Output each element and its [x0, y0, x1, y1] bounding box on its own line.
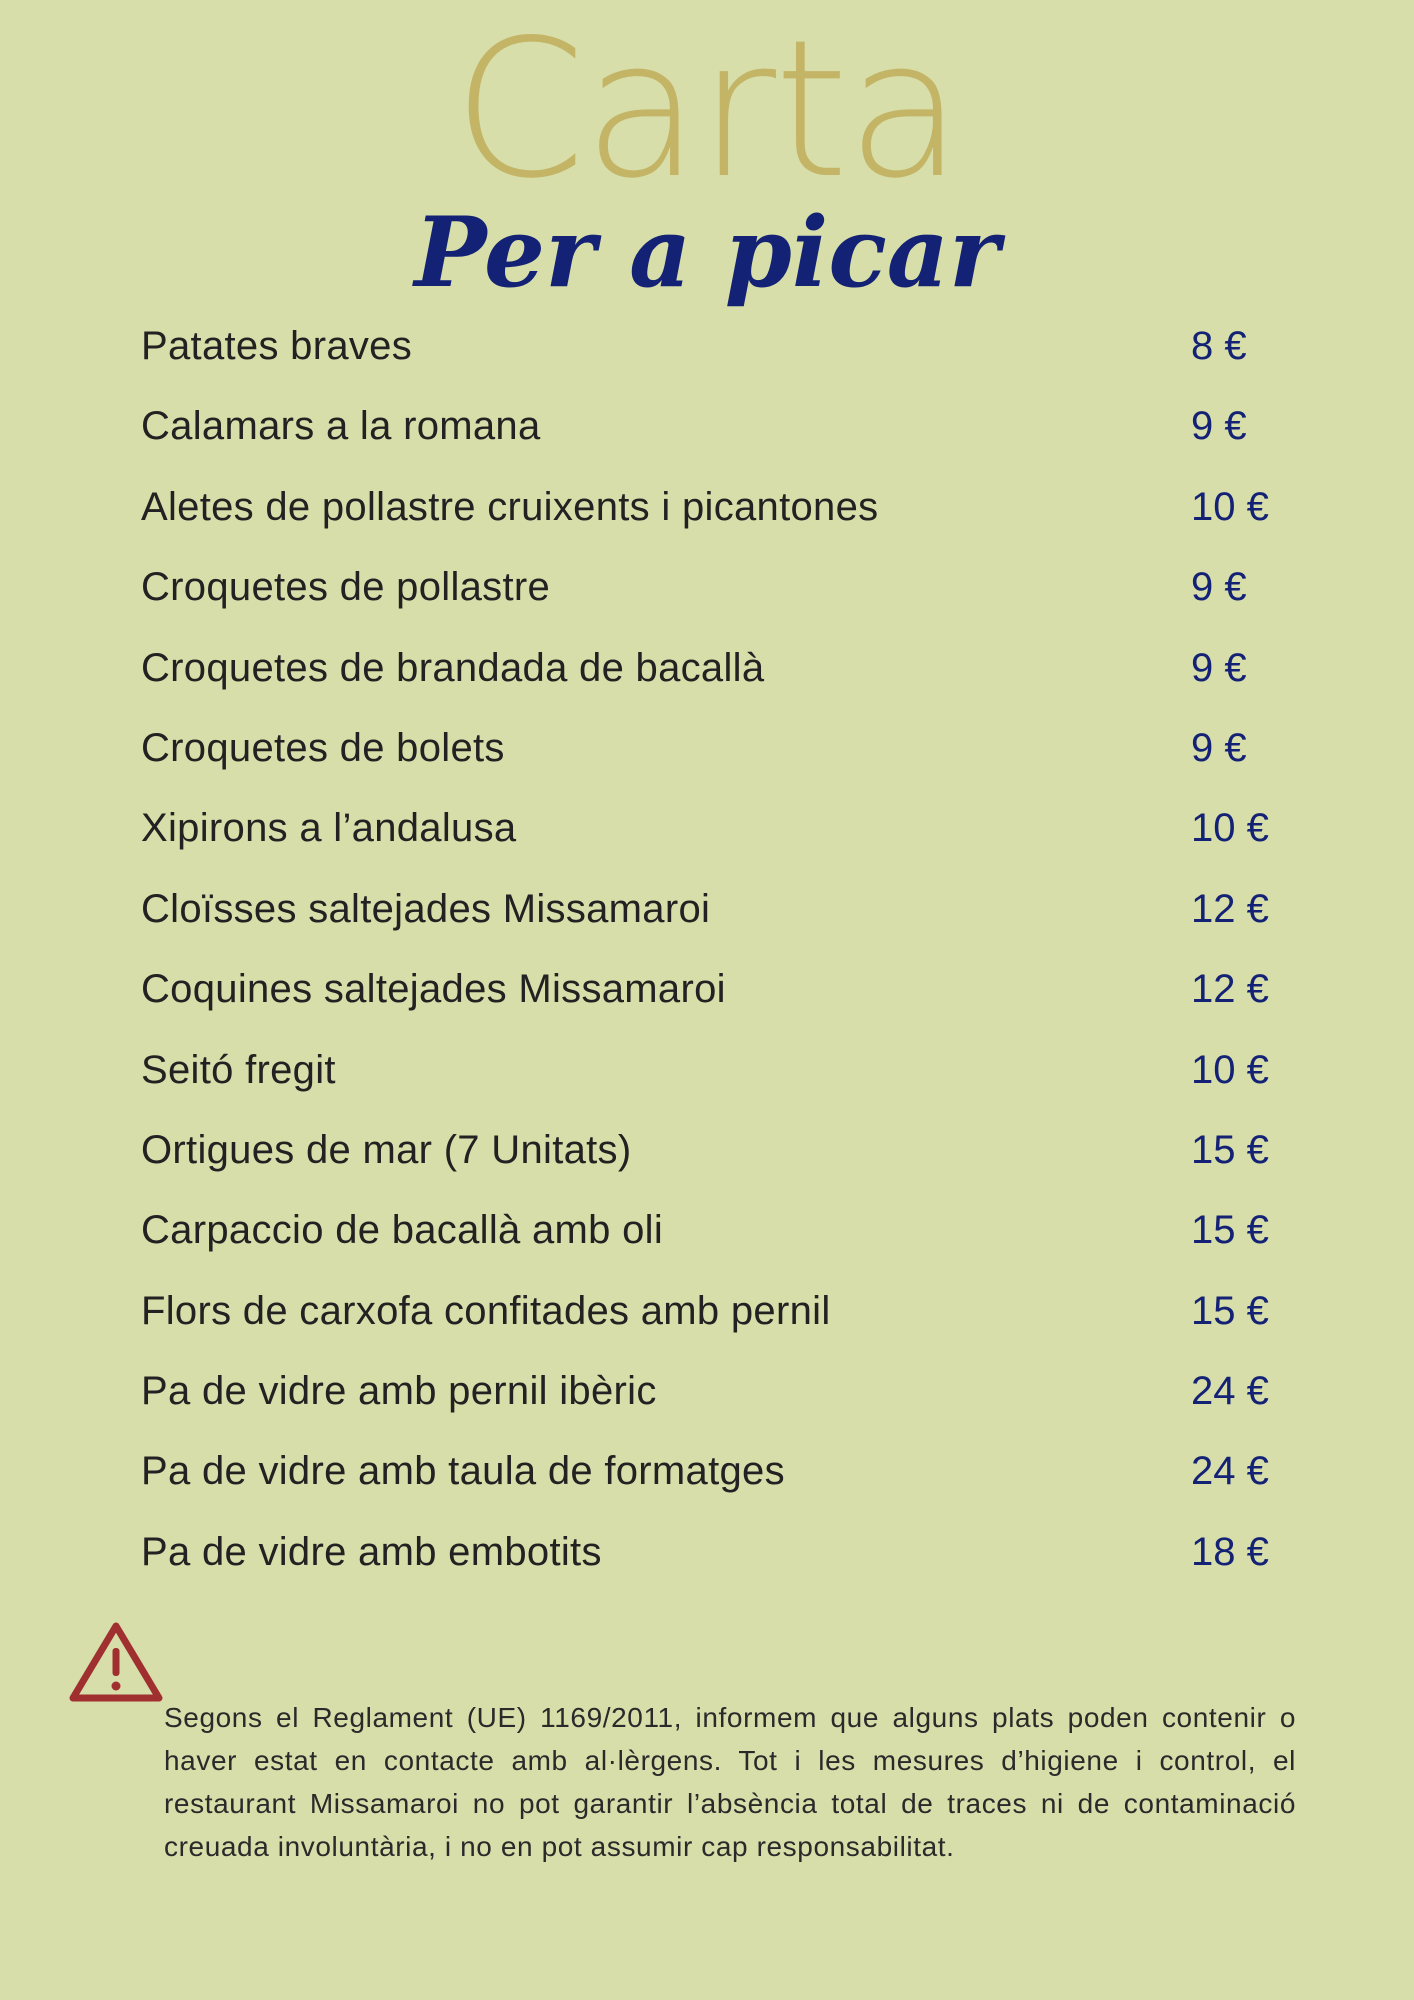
- menu-item-name: Pa de vidre amb taula de formatges: [141, 1449, 785, 1494]
- warning-icon: [68, 1620, 164, 1704]
- menu-item-price: 9 €: [1191, 645, 1247, 690]
- menu-item-name: Carpaccio de bacallà amb oli: [141, 1208, 664, 1253]
- menu-item-name: Ortigues de mar (7 Unitats): [141, 1127, 632, 1172]
- menu-item-name: Croquetes de brandada de bacallà: [141, 645, 765, 690]
- menu-item-name: Calamars a la romana: [141, 404, 541, 449]
- menu-item-price: 15 €: [1191, 1127, 1269, 1172]
- menu-item-price: 12 €: [1191, 967, 1269, 1012]
- menu-item-name: Aletes de pollastre cruixents i picantones: [141, 484, 879, 529]
- menu-title: Carta: [452, 0, 962, 220]
- menu-item-name: Pa de vidre amb pernil ibèric: [141, 1369, 657, 1414]
- menu-item-price: 9 €: [1191, 404, 1247, 449]
- menu-item: [141, 708, 1301, 788]
- menu-item-price: 12 €: [1191, 886, 1269, 931]
- menu-item: [141, 628, 1301, 708]
- menu-item: [141, 1351, 1301, 1431]
- menu-item-price: 9 €: [1191, 565, 1247, 610]
- menu-item-price: 10 €: [1191, 806, 1269, 851]
- menu-item-name: Seitó fregit: [141, 1047, 336, 1092]
- menu-item-name: Cloïsses saltejades Missamaroi: [141, 886, 711, 931]
- menu-item-price: 15 €: [1191, 1208, 1269, 1253]
- menu-item: [141, 306, 1301, 386]
- menu-item-price: 24 €: [1191, 1369, 1269, 1414]
- menu-item-name: Croquetes de bolets: [141, 725, 505, 770]
- menu-item-name: Xipirons a l’andalusa: [141, 806, 517, 851]
- menu-item-price: 10 €: [1191, 484, 1269, 529]
- menu-item-price: 9 €: [1191, 725, 1247, 770]
- menu-item: [141, 1512, 1301, 1592]
- menu-item: [141, 788, 1301, 868]
- allergen-notice: Segons el Reglament (UE) 1169/2011, informem que alguns plats poden contenir o haver estat en contacte amb al·lèrgens. Tot i les mesures d’higiene i control, el restaurant Missamaroi no pot garantir l’absència total de traces ni de contaminació creuada involuntària, i no en pot assumir cap responsabilitat.: [164, 1702, 1296, 1862]
- menu-item: [141, 1030, 1301, 1110]
- menu-item-name: Flors de carxofa confitades amb pernil: [141, 1288, 831, 1333]
- menu-item: [141, 467, 1301, 547]
- menu-list: [141, 306, 1301, 1592]
- menu-item-price: 15 €: [1191, 1288, 1269, 1333]
- menu-item: [141, 869, 1301, 949]
- menu-item: [141, 1110, 1301, 1190]
- menu-item-price: 8 €: [1191, 324, 1247, 368]
- menu-item: [141, 1190, 1301, 1270]
- menu-item: [141, 547, 1301, 627]
- menu-item: [141, 1271, 1301, 1351]
- menu-item-name: Coquines saltejades Missamaroi: [141, 967, 726, 1012]
- menu-item-name: Croquetes de pollastre: [141, 565, 551, 610]
- menu-item-name: Pa de vidre amb embotits: [141, 1529, 602, 1574]
- menu-item-price: 10 €: [1191, 1047, 1269, 1092]
- menu-item-price: 24 €: [1191, 1449, 1269, 1494]
- menu-item: [141, 386, 1301, 466]
- menu-item-price: 18 €: [1191, 1529, 1269, 1574]
- menu-item-name: Patates braves: [141, 324, 413, 368]
- menu-item: [141, 1431, 1301, 1511]
- menu-item: [141, 949, 1301, 1029]
- section-heading: Per a picar: [414, 196, 1000, 309]
